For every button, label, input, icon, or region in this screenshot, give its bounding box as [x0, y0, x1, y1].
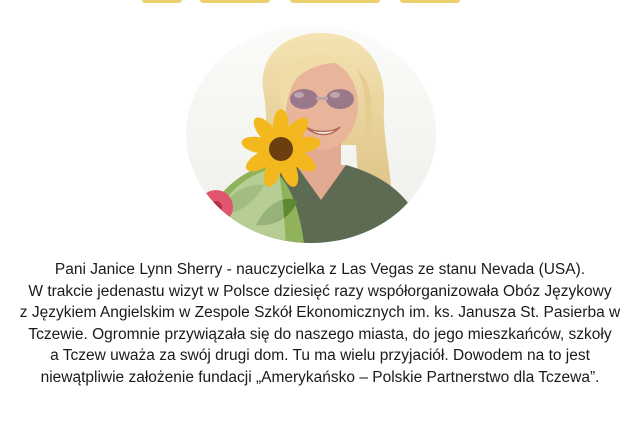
caption-paragraph: [0, 259, 640, 389]
pink-flower: [199, 190, 233, 224]
top-cropped-text: [140, 0, 500, 4]
portrait-photo: [186, 25, 436, 243]
caption-line: z Językiem Angielskim w Zespole Szkół Ekonomicznych im. ks. Janusza St. Pasierba w: [19, 304, 621, 322]
caption-line: niewątpliwie założenie fundacji „Amerykańsko – Polskie Partnerstwo dla Tczewa”.: [40, 368, 600, 386]
caption-line: Pani Janice Lynn Sherry - nauczycielka z Las Vegas ze stanu Nevada (USA).: [54, 261, 586, 278]
caption-line: a Tczew uważa za swój drugi dom. Tu ma wielu przyjaciół. Dowodem na to jest: [50, 347, 590, 365]
caption-line: W trakcie jedenastu wizyt w Polsce dziesięć razy współorganizowała Obóz Językowy: [28, 282, 612, 300]
caption-line: Tczewie. Ogromnie przywiązała się do naszego miasta, do jego mieszkańców, szkoły: [28, 325, 612, 343]
portrait-illustration: [186, 25, 436, 243]
